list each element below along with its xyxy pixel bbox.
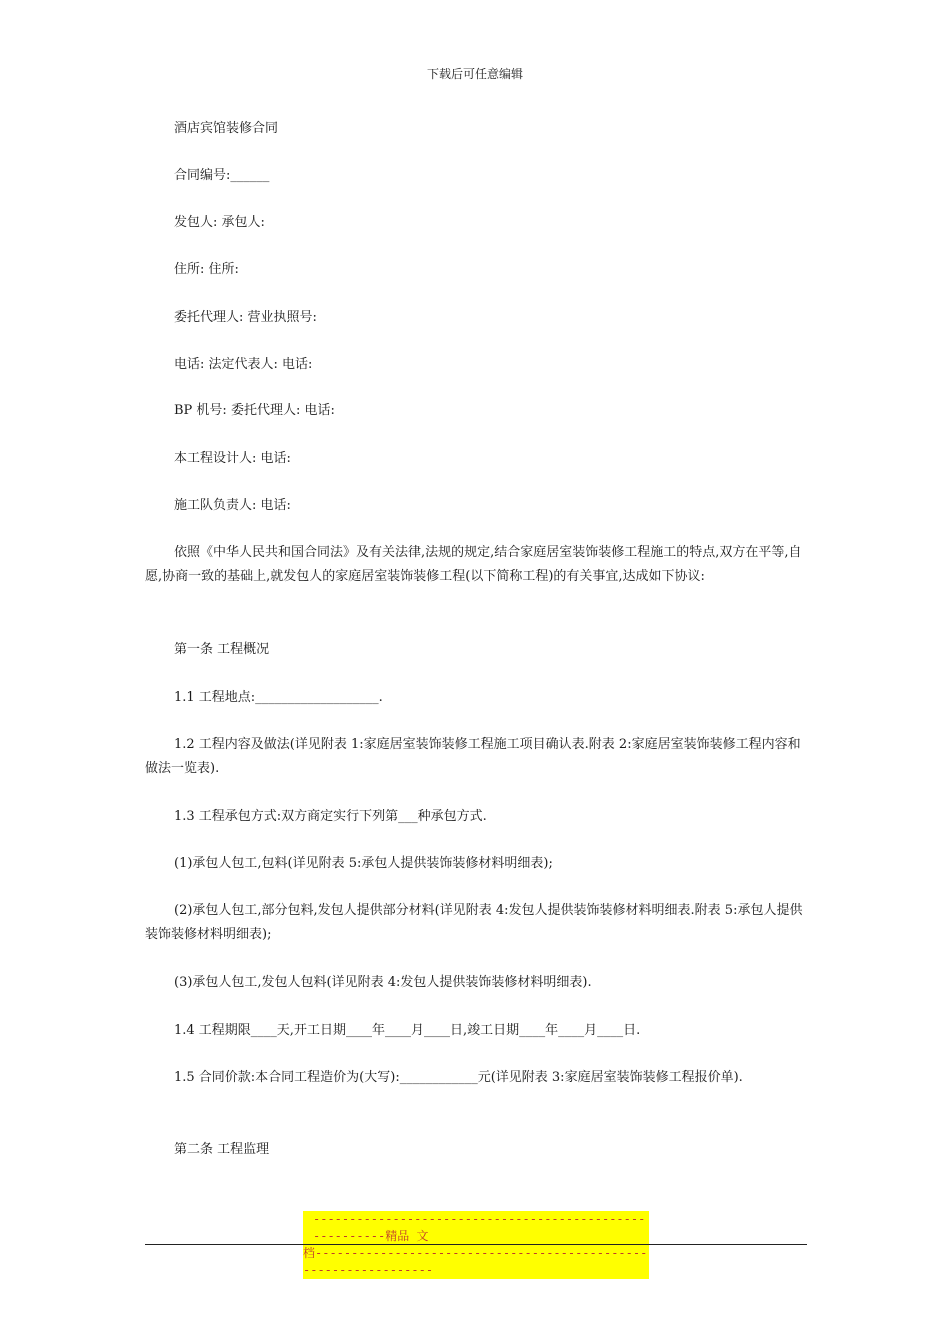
paragraph: (3)承包人包工,发包人包料(详见附表 4:发包人提供装饰装修材料明细表).	[174, 975, 592, 990]
footer-line-2: 档----------------------------------------------------------------	[303, 1246, 648, 1277]
document-title: 酒店宾馆装修合同	[174, 121, 279, 136]
section-heading: 第一条 工程概况	[174, 642, 270, 657]
paragraph: BP 机号: 委托代理人: 电话:	[174, 403, 335, 418]
page-header-note: 下载后可任意编辑	[426, 67, 523, 81]
section-heading: 第二条 工程监理	[174, 1142, 270, 1157]
paragraph: 1.4 工程期限____天,开工日期____年____月____日,竣工日期____年____月____日.	[174, 1023, 641, 1038]
footer-line-1: --------------------------------------------------------精品 文	[303, 1211, 649, 1245]
paragraph: 合同编号:______	[174, 168, 270, 183]
paragraph: 委托代理人: 营业执照号:	[174, 310, 317, 325]
paragraph: 1.3 工程承包方式:双方商定实行下列第___种承包方式.	[174, 809, 487, 824]
paragraph: (1)承包人包工,包料(详见附表 5:承包人提供装饰装修材料明细表);	[174, 856, 553, 871]
paragraph: 1.1 工程地点:___________________.	[174, 690, 383, 705]
paragraph: 1.5 合同价款:本合同工程造价为(大写):____________元(详见附表 3:家庭居室装饰装修工程报价单).	[174, 1070, 743, 1085]
paragraph: 发包人: 承包人:	[174, 215, 265, 230]
footer-divider	[145, 1244, 807, 1245]
paragraph: 1.2 工程内容及做法(详见附表 1:家庭居室装饰装修工程施工项目确认表.附表 2:家庭居室装饰装修工程内容和做法一览表).	[145, 737, 801, 776]
paragraph: (2)承包人包工,部分包料,发包人提供部分材料(详见附表 4:发包人提供装饰装修材料明细表.附表 5:承包人提供装饰装修材料明细表);	[145, 903, 803, 942]
paragraph: 住所: 住所:	[174, 262, 239, 277]
paragraph: 本工程设计人: 电话:	[174, 451, 291, 466]
paragraph: 依照《中华人民共和国合同法》及有关法律,法规的规定,结合家庭居室装饰装修工程施工的特点,双方在平等,自愿,协商一致的基础上,就发包人的家庭居室装饰装修工程(以下简称工程)的有关事宜,达成如下协议:	[145, 545, 802, 584]
paragraph: 电话: 法定代表人: 电话:	[174, 357, 313, 372]
footer-highlight	[303, 1211, 649, 1279]
paragraph: 施工队负责人: 电话:	[174, 498, 291, 513]
